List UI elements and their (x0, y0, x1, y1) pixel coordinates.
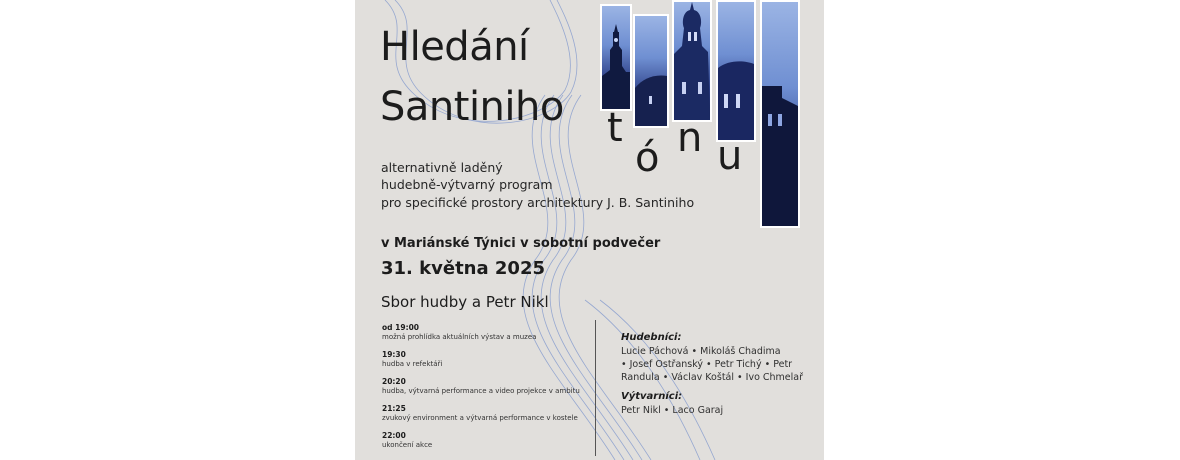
schedule-time-2: 19:30 (382, 350, 406, 359)
subtitle-line-3: pro specifické prostory architektury J. B. Santiniho (381, 195, 695, 210)
venue-line: v Mariánské Týnici v sobotní podvečer (381, 236, 661, 251)
musicians-line-3: Randula • Václav Koštál • Ivo Chmelař (621, 372, 804, 383)
title-letter-t: t (607, 105, 623, 151)
musicians-line-1: Lucie Páchová • Mikoláš Chadima (621, 346, 781, 357)
subtitle-line-1: alternativně laděný (381, 160, 503, 175)
event-poster (355, 0, 824, 460)
performers-line: Sbor hudby a Petr Nikl (381, 293, 549, 311)
title-letter-u: u (717, 133, 743, 179)
church-photo-strip-3 (672, 0, 712, 122)
schedule-desc-3: hudba, výtvarná performance a video projekce v ambitu (382, 387, 580, 395)
church-photo-strip-5 (760, 0, 800, 228)
schedule-desc-5: ukončení akce (382, 441, 433, 449)
column-divider (595, 320, 596, 456)
title-letter-o: ó (635, 135, 660, 181)
musicians-heading: Hudebníci: (621, 332, 682, 343)
schedule-time-3: 20:20 (382, 377, 406, 386)
schedule-time-5: 22:00 (382, 431, 406, 440)
schedule-time-1: od 19:00 (382, 323, 420, 332)
artists-heading: Výtvarníci: (621, 391, 683, 402)
church-photo-strip-1 (600, 4, 632, 111)
schedule-desc-2: hudba v refektáři (382, 360, 443, 368)
subtitle-line-2: hudebně-výtvarný program (381, 177, 553, 192)
title-line-1: Hledání (380, 24, 529, 70)
title-letter-n: n (677, 115, 703, 161)
musicians-line-2: • Josef Ostřanský • Petr Tichý • Petr (621, 359, 793, 370)
schedule-desc-1: možná prohlídka aktuálních výstav a muzea (382, 333, 537, 341)
title-line-2: Santiniho (380, 84, 564, 130)
event-date: 31. května 2025 (381, 258, 545, 279)
schedule-desc-4: zvukový environment a výtvarná performance v kostele (382, 414, 578, 422)
church-photo-strip-2 (633, 14, 669, 128)
schedule-time-4: 21:25 (382, 404, 406, 413)
church-photo-strip-4 (716, 0, 756, 142)
artists-line: Petr Nikl • Laco Garaj (621, 405, 724, 416)
